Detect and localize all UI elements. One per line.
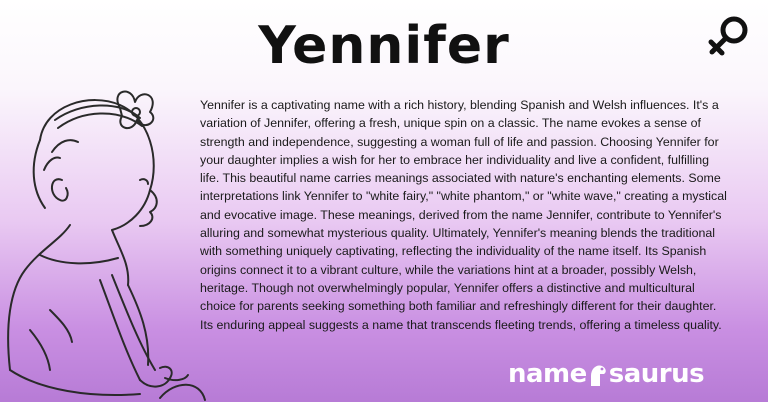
baby-girl-illustration (0, 80, 210, 402)
name-description: Yennifer is a captivating name with a rich history, blending Spanish and Welsh influences. It's a variation of Jennifer, offering a fresh, unique spin on a classic. The name evokes a sense of strength and independence, suggesting a woman full of life and passion. Choosing Yennifer for your daughter implies a wish for her to embrace her individuality and live a confident, fulfilling life. This beautiful name carries meanings associated with nature's enchanting elements. Some interpretations link Yennifer to "white fairy," "white phantom," or "white wave," creating a mystical and evocative image. These meanings, derived from the name Jennifer, contribute to Yennifer's alluring and somewhat mysterious quality. Ultimately, Yennifer's meaning blends the traditional with something uniquely captivating, reflecting the individuality of the name itself. Its Spanish origins connect it to a vibrant culture, while the variations hint at a broader, possibly Welsh, heritage. Though not overwhelmingly popular, Yennifer offers a distinctive and multicultural choice for parents seeking something both familiar and refreshingly different for their daughter. Its enduring appeal suggests a name that transcends fleeting trends, offering a timeless quality. (200, 98, 727, 332)
namesaurus-logo[interactable] (508, 354, 734, 394)
female-symbol-icon (704, 12, 754, 62)
name-title: Yennifer (258, 16, 510, 76)
dinosaur-icon (587, 362, 609, 388)
logo-text-name: name (508, 359, 587, 389)
logo-text-saurus: saurus (608, 359, 705, 389)
